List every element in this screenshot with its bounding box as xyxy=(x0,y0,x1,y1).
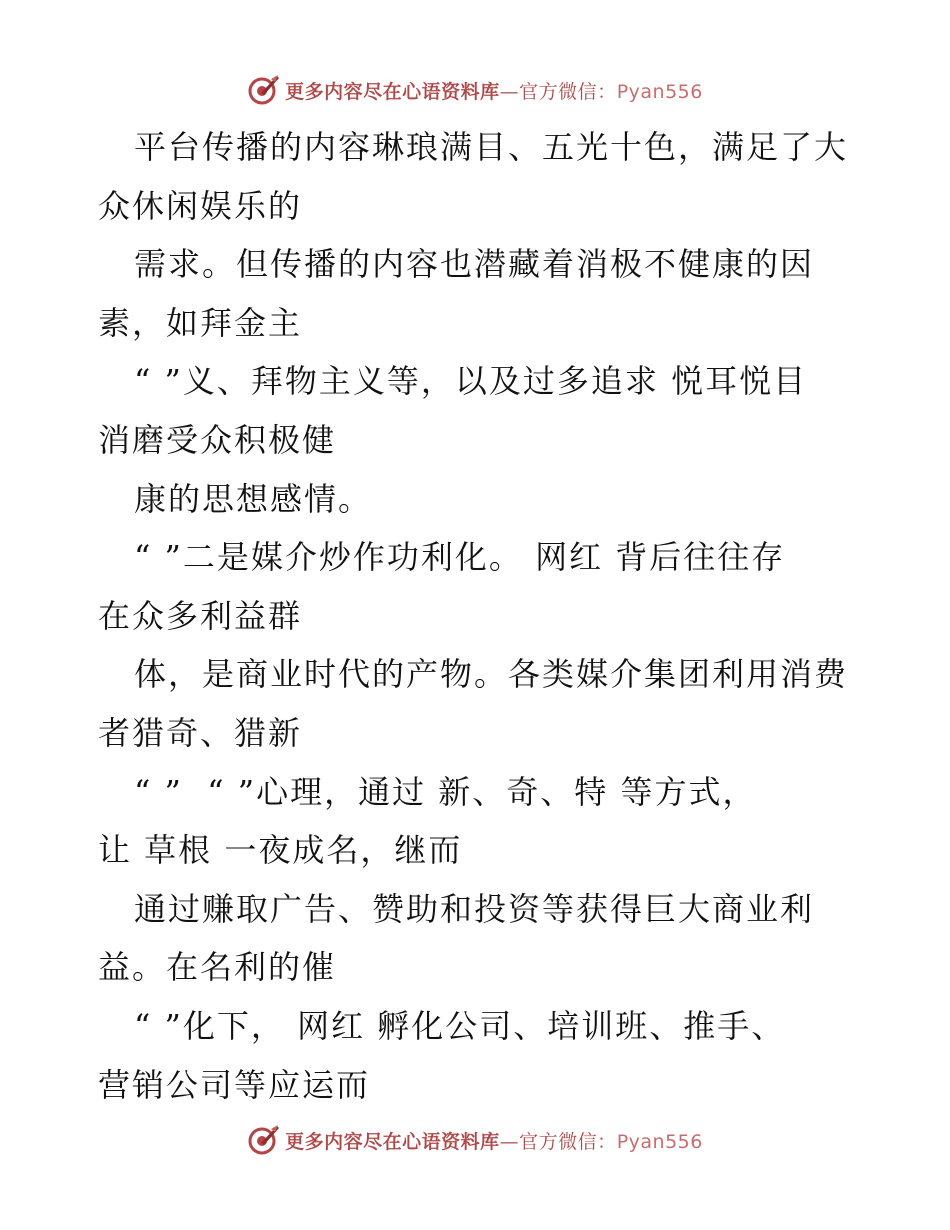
text-line: 需求。但传播的内容也潜藏着消极不健康的因 xyxy=(134,245,815,284)
text-line: “ ”义、拜物主义等，以及过多追求 悦耳悦目 xyxy=(134,362,808,401)
text-line: 平台传播的内容琳琅满目、五光十色，满足了大 xyxy=(134,128,849,166)
feather-pen-logo-icon xyxy=(247,1123,281,1157)
watermark-text: 更多内容尽在心语资料库—官方微信：Pyan556 xyxy=(285,1130,703,1153)
header-watermark xyxy=(0,70,950,110)
text-line: 体，是商业时代的产物。各类媒介集团利用消费 xyxy=(134,655,849,694)
text-line: “ ”二是媒介炒作功利化。 网红 背后往往存 xyxy=(134,538,786,577)
text-line: 素，如拜金主 xyxy=(98,303,303,342)
text-line: 通过赚取广告、赞助和投资等获得巨大商业利 xyxy=(134,889,815,928)
text-line: 营销公司等应运而 xyxy=(98,1065,371,1104)
text-line: 益。在名利的催 xyxy=(98,948,337,987)
text-line: 康的思想感情。 xyxy=(134,479,373,518)
text-line: 让 草根 一夜成名，继而 xyxy=(98,831,463,870)
text-line: “ ” “ ”心理，通过 新、奇、特 等方式， xyxy=(134,772,757,811)
feather-pen-logo-icon xyxy=(247,73,281,107)
text-line: 者猎奇、猎新 xyxy=(98,713,303,752)
document-body xyxy=(98,118,858,1114)
text-line: 在众多利益群 xyxy=(98,596,303,635)
text-line: 众休闲娱乐的 xyxy=(98,186,303,225)
text-line: 消磨受众积极健 xyxy=(98,420,337,459)
text-line: “ ”化下， 网红 孵化公司、培训班、推手、 xyxy=(134,1006,786,1045)
footer-watermark xyxy=(0,1120,950,1160)
watermark-text: 更多内容尽在心语资料库—官方微信：Pyan556 xyxy=(285,80,703,103)
